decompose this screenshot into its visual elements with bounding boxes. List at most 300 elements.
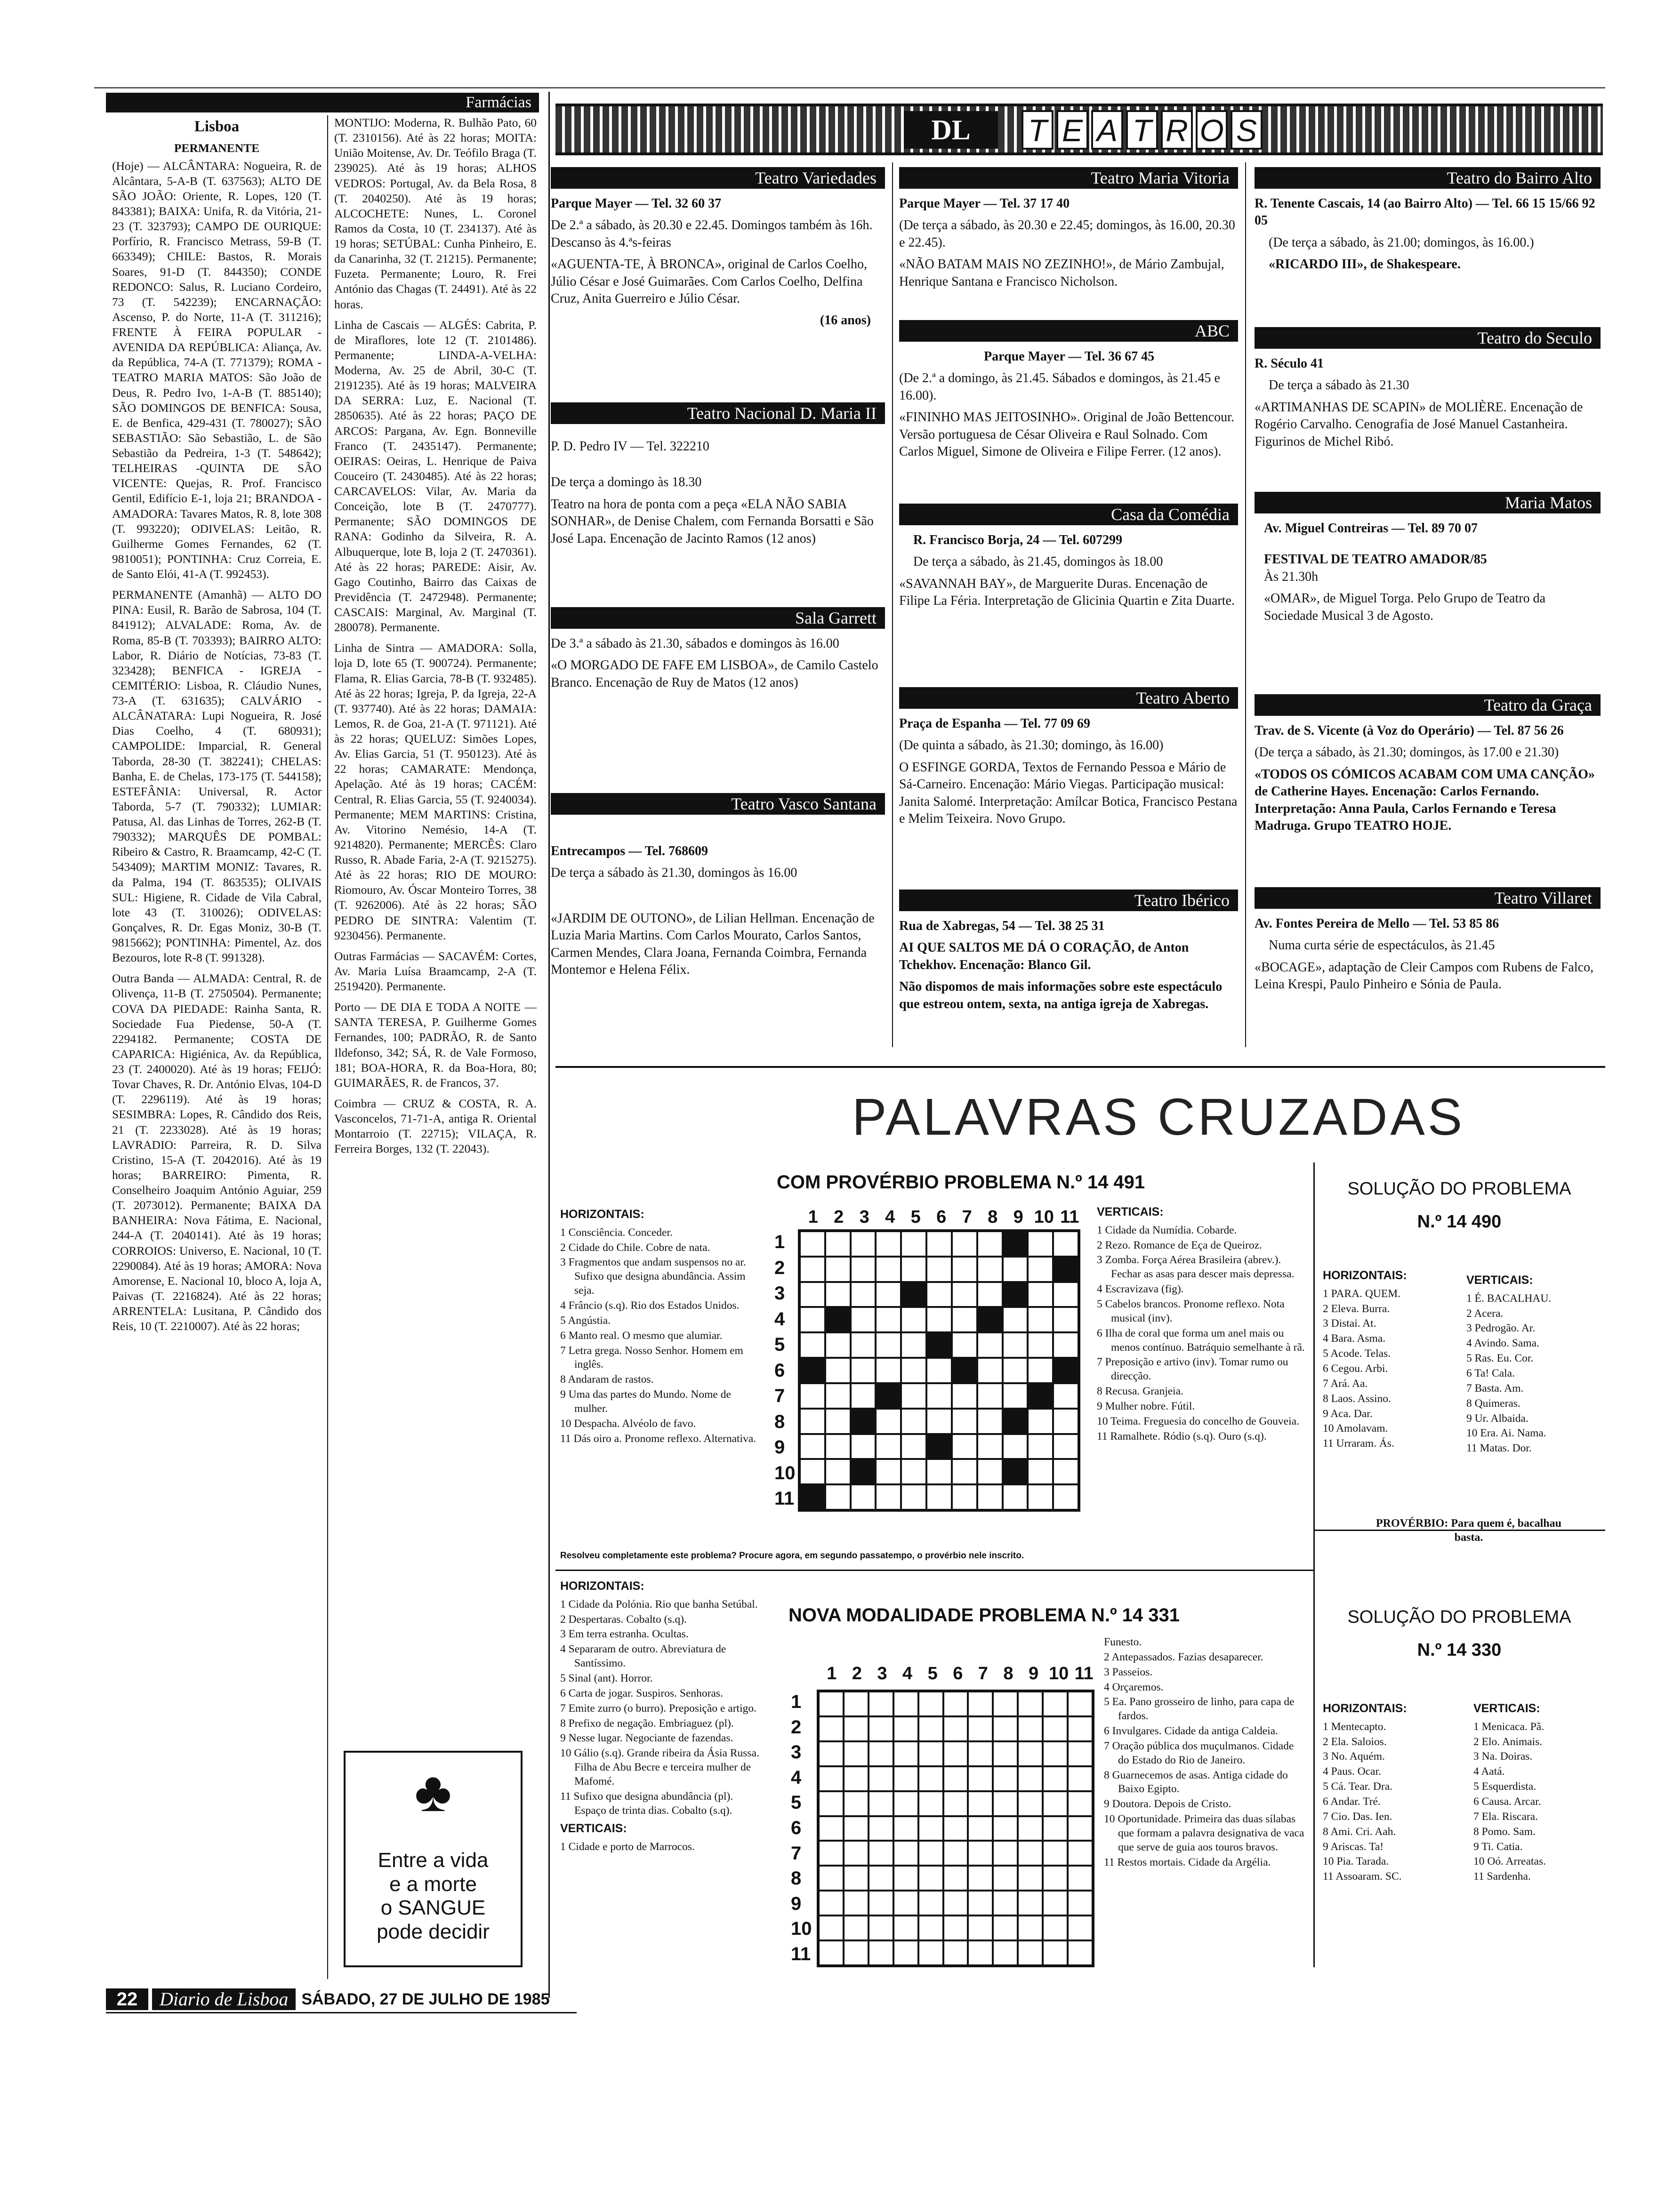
crossword-cell[interactable] [993,1915,1018,1940]
crossword-cell[interactable] [1018,1866,1043,1891]
crossword-cell[interactable] [876,1358,901,1383]
crossword-cell[interactable] [869,1866,893,1891]
crossword-cell[interactable] [1003,1409,1028,1434]
crossword-cell[interactable] [943,1791,968,1816]
crossword-cell[interactable] [901,1307,926,1332]
crossword-cell[interactable] [876,1459,901,1484]
crossword-cell[interactable] [977,1484,1003,1510]
clue: 9 Ti. Catia. [1473,1840,1523,1853]
crossword-cell[interactable] [1018,1691,1043,1716]
crossword-cell[interactable] [952,1332,977,1358]
crossword-cell[interactable] [1053,1434,1078,1459]
crossword-cell[interactable] [977,1231,1003,1257]
clue: 2 Antepassados. Fazias desaparecer. [1104,1651,1263,1663]
clue: 11 Sardenha. [1473,1870,1531,1883]
crossword-cell[interactable] [968,1940,993,1965]
crossword-cell[interactable] [1003,1383,1028,1409]
crossword-cell[interactable] [1018,1915,1043,1940]
crossword-cell[interactable] [1028,1307,1053,1332]
crossword-cell[interactable] [844,1691,869,1716]
crossword-cell[interactable] [968,1691,993,1716]
crossword-cell[interactable] [1003,1358,1028,1383]
crossword-cell[interactable] [819,1766,844,1791]
crossword-cell[interactable] [1018,1841,1043,1866]
crossword-cell[interactable] [1053,1459,1078,1484]
crossword-cell[interactable] [1028,1409,1053,1434]
crossword-cell[interactable] [993,1940,1018,1965]
crossword-cell[interactable] [825,1358,851,1383]
crossword-cell[interactable] [893,1716,918,1741]
crossword-cell[interactable] [1028,1231,1053,1257]
crossword-cell[interactable] [851,1358,876,1383]
crossword-cell[interactable] [952,1409,977,1434]
crossword-cell[interactable] [851,1434,876,1459]
crossword-cell[interactable] [800,1484,825,1510]
crossword-cell[interactable] [918,1915,943,1940]
crossword-cell[interactable] [993,1841,1018,1866]
crossword-cell[interactable] [1003,1282,1028,1307]
crossword-cell[interactable] [1018,1791,1043,1816]
crossword-cell[interactable] [1068,1741,1093,1766]
theatre-vitoria [899,167,1238,295]
crossword-cell[interactable] [926,1231,952,1257]
crossword-cell[interactable] [819,1691,844,1716]
blood-donation-ad [344,1751,523,1967]
crossword-cell[interactable] [968,1891,993,1915]
crossword-cell[interactable] [1028,1383,1053,1409]
crossword-cell[interactable] [825,1282,851,1307]
banner-letter: O [1196,110,1228,150]
crossword-cell[interactable] [918,1791,943,1816]
crossword-cell[interactable] [977,1307,1003,1332]
crossword-cell[interactable] [844,1841,869,1866]
crossword-cell[interactable] [1028,1282,1053,1307]
crossword-cell[interactable] [876,1484,901,1510]
crossword-cell[interactable] [901,1459,926,1484]
crossword-cell[interactable] [876,1282,901,1307]
crossword-cell[interactable] [825,1383,851,1409]
crossword-cell[interactable] [1028,1257,1053,1282]
crossword-cell[interactable] [844,1766,869,1791]
clue: 3 Passeios. [1104,1666,1153,1678]
crossword-cell[interactable] [844,1816,869,1841]
crossword-cell[interactable] [869,1691,893,1716]
crossword-cell[interactable] [876,1257,901,1282]
crossword-cell[interactable] [901,1484,926,1510]
crossword-cell[interactable] [993,1766,1018,1791]
crossword-cell[interactable] [1068,1866,1093,1891]
crossword-cell[interactable] [1043,1791,1068,1816]
crossword-cell[interactable] [993,1716,1018,1741]
crossword-cell[interactable] [952,1383,977,1409]
grid-row-number: 6 [791,1817,802,1838]
crossword-cell[interactable] [926,1383,952,1409]
clue: 7 Ará. Aa. [1323,1377,1368,1390]
clue: 8 Quimeras. [1466,1397,1520,1410]
crossword-cell[interactable] [851,1231,876,1257]
grid-row-number: 10 [791,1918,812,1940]
crossword-cell[interactable] [800,1282,825,1307]
crossword-cell[interactable] [968,1816,993,1841]
crossword-cell[interactable] [952,1459,977,1484]
crossword-cell[interactable] [901,1409,926,1434]
crossword-cell[interactable] [943,1915,968,1940]
pharmacy-listing: (Hoje) — ALCÂNTARA: Nogueira, R. de Alcântara, 5-A-B (T. 637563); ALTO DE SÃO JOÃO: Oriente, R. Lopes, 120 (T. 843381); BAIXA: Unifa, R. da Vitória, 21-23 (T. 323793); CAMPO DE OURIQUE: Porfírio, R. Francisco Metrass, 59-B (T. 663349); CHILE: Bastos, R. Morais Soares, 91-D (T. 844350); CONDE REDONCO: Salus, R. Luciano Cordeiro, 73 (T. 542239); ENCARNAÇÃO: Ascenso, P. do Norte, 11-A (T. 311216); FRENTE À FEIRA POPULAR - AVENIDA DA REPÚBLICA: Aliança, Av. da República, 74-A (T. 771379); ROMA - TEATRO MARIA MATOS: São João de Deus, R. Pedro Ivo, 1-A-B (T. 885140); SÃO DOMINGOS DE BENFICA: Sousa, E. de Benfica, 429-431 (T. 780027); SÃO SEBASTIÃO: São Sebastião, L. de São Sebastião da Pedreira, 1-3 (T. 548642); TELHEIRAS -QUINTA DE SÃO VICENTE: Quejas, R. Prof. Francisco Gentil, Edifício E-1, loja 21; BRANDOA - AMADORA: Tavares Matos, R. 8, lote 308 (T. 993220); ODIVELAS: Leitão, R. Guilherme Gomes Fernandes, 62 (T. 9810051); PONTINHA: Cruz Correia, E. de Santo Elói, 41-A (T. 992453). [112,159,322,581]
crossword-cell[interactable] [1003,1434,1028,1459]
crossword-cell[interactable] [943,1691,968,1716]
crossword-cell[interactable] [844,1791,869,1816]
crossword-cell[interactable] [844,1741,869,1766]
crossword-cell[interactable] [1068,1791,1093,1816]
crossword-cell[interactable] [893,1741,918,1766]
crossword-cell[interactable] [943,1716,968,1741]
crossword-cell[interactable] [851,1484,876,1510]
crossword-cell[interactable] [851,1307,876,1332]
crossword-cell[interactable] [918,1866,943,1891]
theatre-note: Não dispomos de mais informações sobre este espectáculo que estreou ontem, sexta, na antiga igreja de Xabregas. [899,979,1223,1011]
crossword-cell[interactable] [968,1716,993,1741]
crossword-cell[interactable] [952,1358,977,1383]
clue: 9 Nesse lugar. Negociante de fazendas. [560,1732,733,1745]
crossword-cell[interactable] [869,1891,893,1915]
crossword-cell[interactable] [1028,1484,1053,1510]
theatre-title: Teatro da Graça [1255,694,1601,716]
grid-column-number: 2 [834,1207,844,1227]
crossword-cell[interactable] [1018,1741,1043,1766]
crossword-cell[interactable] [918,1816,943,1841]
crossword-cell[interactable] [819,1816,844,1841]
crossword-cell[interactable] [993,1891,1018,1915]
crossword-cell[interactable] [1028,1459,1053,1484]
crossword-cell[interactable] [1068,1891,1093,1915]
crossword-cell[interactable] [893,1940,918,1965]
crossword-cell[interactable] [851,1409,876,1434]
crossword-cell[interactable] [1003,1459,1028,1484]
crossword-grid-1 [798,1229,1080,1512]
theatre-schedule: De terça a sábado às 21.30, domingos às 16.00 [551,866,797,881]
crossword-cell[interactable] [926,1484,952,1510]
crossword-cell[interactable] [844,1891,869,1915]
clue: 7 Cio. Das. Ien. [1323,1810,1392,1823]
crossword-cell[interactable] [893,1891,918,1915]
crossword-cell[interactable] [943,1741,968,1766]
crossword-cell[interactable] [952,1282,977,1307]
crossword-cell[interactable] [918,1891,943,1915]
crossword-cell[interactable] [819,1940,844,1965]
crossword-cell[interactable] [918,1716,943,1741]
crossword-cell[interactable] [800,1307,825,1332]
crossword-cell[interactable] [1018,1716,1043,1741]
theatre-play: «O MORGADO DE FAFE EM LISBOA», de Camilo Castelo Branco. Encenação de Ruy de Matos (12 anos) [551,658,878,690]
crossword-cell[interactable] [952,1434,977,1459]
crossword-cell[interactable] [1043,1766,1068,1791]
crossword-cell[interactable] [918,1766,943,1791]
crossword-cell[interactable] [1053,1231,1078,1257]
newspaper-brand: Diario de Lisboa [152,1988,296,2010]
crossword-cell[interactable] [943,1816,968,1841]
crossword-cell[interactable] [952,1484,977,1510]
clue: 8 Guarnecemos de asas. Antiga cidade do Baixo Egipto. [1104,1769,1288,1795]
grid-row-number: 4 [774,1308,785,1330]
crossword-cell[interactable] [869,1741,893,1766]
crossword-cell[interactable] [825,1257,851,1282]
crossword-cell[interactable] [1003,1307,1028,1332]
crossword-cell[interactable] [819,1866,844,1891]
grid-row-number: 8 [774,1411,785,1432]
theatre-address: Av. Miguel Contreiras — Tel. 89 70 07 [1264,521,1478,536]
crossword-cell[interactable] [844,1866,869,1891]
crossword-cell[interactable] [968,1741,993,1766]
crossword-cell[interactable] [1043,1816,1068,1841]
crossword-cell[interactable] [1053,1332,1078,1358]
crossword-cell[interactable] [1053,1307,1078,1332]
crossword-cell[interactable] [918,1691,943,1716]
crossword-cell[interactable] [876,1383,901,1409]
crossword-cell[interactable] [901,1358,926,1383]
crossword-cell[interactable] [825,1409,851,1434]
crossword-cell[interactable] [901,1383,926,1409]
theatre-title: Casa da Comédia [899,504,1238,525]
crossword-cell[interactable] [1068,1766,1093,1791]
crossword-cell[interactable] [1018,1816,1043,1841]
crossword-cell[interactable] [893,1866,918,1891]
banner-letter: A [1091,110,1123,150]
crossword-cell[interactable] [851,1383,876,1409]
crossword-cell[interactable] [977,1409,1003,1434]
crossword-cell[interactable] [876,1332,901,1358]
crossword-cell[interactable] [876,1231,901,1257]
crossword-cell[interactable] [825,1459,851,1484]
crossword-cell[interactable] [825,1332,851,1358]
crossword-cell[interactable] [993,1816,1018,1841]
crossword-cell[interactable] [901,1282,926,1307]
clue: 6 Carta de jogar. Suspiros. Senhoras. [560,1687,723,1699]
crossword-cell[interactable] [844,1716,869,1741]
crossword-cell[interactable] [977,1257,1003,1282]
crossword-cell[interactable] [876,1307,901,1332]
crossword-cell[interactable] [952,1307,977,1332]
problem1-heading: COM PROVÉRBIO PROBLEMA N.º 14 491 [777,1172,1145,1193]
crossword-cell[interactable] [1043,1741,1068,1766]
theatre-title: ABC [899,320,1238,342]
crossword-cell[interactable] [1003,1484,1028,1510]
crossword-cell[interactable] [800,1459,825,1484]
crossword-cell[interactable] [800,1383,825,1409]
grid-column-number: 6 [936,1207,947,1227]
clue: 5 Cabelos brancos. Pronome reflexo. Nota musical (inv). [1097,1298,1285,1324]
crossword-cell[interactable] [968,1841,993,1866]
grid-row-number: 1 [791,1691,802,1712]
crossword-cell[interactable] [901,1434,926,1459]
crossword-cell[interactable] [1028,1358,1053,1383]
crossword-cell[interactable] [1053,1409,1078,1434]
crossword-cell[interactable] [1053,1282,1078,1307]
crossword-cell[interactable] [977,1459,1003,1484]
crossword-cell[interactable] [893,1766,918,1791]
clues-label: VERTICAIS: [1466,1274,1533,1287]
crossword-cell[interactable] [844,1940,869,1965]
crossword-cell[interactable] [1018,1766,1043,1791]
crossword-cell[interactable] [1043,1716,1068,1741]
crossword-cell[interactable] [819,1716,844,1741]
crossword-cell[interactable] [851,1257,876,1282]
crossword-cell[interactable] [918,1940,943,1965]
crossword-cell[interactable] [943,1766,968,1791]
crossword-cell[interactable] [918,1841,943,1866]
grid2-column-numbers [819,1664,1097,1684]
crossword-cell[interactable] [926,1409,952,1434]
crossword-cell[interactable] [869,1816,893,1841]
crossword-cell[interactable] [1053,1484,1078,1510]
clue: 7 Emite zurro (o burro). Preposição e artigo. [560,1702,756,1715]
crossword-cell[interactable] [1028,1434,1053,1459]
crossword-cell[interactable] [1028,1332,1053,1358]
grid-column-number: 8 [1003,1664,1014,1683]
crossword-cell[interactable] [1053,1358,1078,1383]
crossword-cell[interactable] [926,1332,952,1358]
crossword-cell[interactable] [800,1257,825,1282]
crossword-cell[interactable] [926,1459,952,1484]
crossword-cell[interactable] [977,1332,1003,1358]
crossword-cell[interactable] [1043,1940,1068,1965]
clue: 1 Consciência. Conceder. [560,1226,673,1239]
crossword-cell[interactable] [968,1866,993,1891]
theatre-iberico [899,890,1238,1018]
crossword-cell[interactable] [869,1940,893,1965]
theatre-play: Teatro na hora de ponta com a peça «ELA NÃO SABIA SONHAR», de Denise Chalem, com Fernanda Borsatti e São José Lapa. Encenação de Jacinto Ramos (12 anos) [551,497,874,546]
crossword-cell[interactable] [893,1816,918,1841]
clue: 6 Causa. Arcar. [1473,1795,1541,1808]
crossword-cell[interactable] [869,1791,893,1816]
crossword-cell[interactable] [943,1891,968,1915]
crossword-cell[interactable] [968,1915,993,1940]
crossword-cell[interactable] [1068,1915,1093,1940]
crossword-cell[interactable] [869,1915,893,1940]
crossword-cell[interactable] [893,1841,918,1866]
page-number: 22 [106,1988,148,2010]
crossword-cell[interactable] [968,1791,993,1816]
crossword-cell[interactable] [876,1434,901,1459]
crossword-cell[interactable] [893,1691,918,1716]
crossword-cell[interactable] [800,1332,825,1358]
crossword-cell[interactable] [1068,1816,1093,1841]
crossword-cell[interactable] [1043,1915,1068,1940]
crossword-cell[interactable] [800,1358,825,1383]
crossword-cell[interactable] [977,1282,1003,1307]
page-footer [106,1988,550,2010]
crossword-cell[interactable] [851,1459,876,1484]
crossword-cell[interactable] [968,1766,993,1791]
crossword-cell[interactable] [993,1741,1018,1766]
clue: 2 Despertaras. Cobalto (s.q). [560,1613,687,1626]
theatre-address: Trav. de S. Vicente (à Voz do Operário) — Tel. 87 56 26 [1255,723,1564,738]
crossword-cell[interactable] [819,1891,844,1915]
crossword-cell[interactable] [977,1434,1003,1459]
crossword-cell[interactable] [1018,1891,1043,1915]
crossword-cell[interactable] [926,1282,952,1307]
theatre-dmaria [551,402,885,552]
crossword-cell[interactable] [800,1231,825,1257]
crossword-cell[interactable] [926,1307,952,1332]
crossword-cell[interactable] [1053,1383,1078,1409]
crossword-cell[interactable] [825,1484,851,1510]
banner-letters [1022,110,1265,150]
crossword-divider [555,1570,1313,1571]
clue: 7 Ela. Riscara. [1473,1810,1538,1823]
crossword-cell[interactable] [819,1841,844,1866]
clue: 10 Amolavam. [1323,1422,1388,1435]
crossword-cell[interactable] [1053,1257,1078,1282]
crossword-cell[interactable] [819,1915,844,1940]
crossword-cell[interactable] [993,1791,1018,1816]
crossword-cell[interactable] [1068,1691,1093,1716]
crossword-cell[interactable] [819,1791,844,1816]
crossword-cell[interactable] [977,1358,1003,1383]
crossword-cell[interactable] [1003,1257,1028,1282]
grid-column-number: 9 [1013,1207,1023,1227]
clue: 5 Angústia. [560,1314,611,1327]
crossword-cell[interactable] [1003,1332,1028,1358]
crossword-cell[interactable] [977,1383,1003,1409]
crossword-cell[interactable] [800,1434,825,1459]
clue: 1 Cidade da Polónia. Rio que banha Setúbal. [560,1598,758,1611]
crossword-cell[interactable] [869,1716,893,1741]
crossword-cell[interactable] [1068,1716,1093,1741]
crossword-cell[interactable] [926,1358,952,1383]
crossword-cell[interactable] [1068,1841,1093,1866]
crossword-cell[interactable] [844,1915,869,1940]
crossword-cell[interactable] [901,1257,926,1282]
crossword-cell[interactable] [1043,1891,1068,1915]
crossword-cell[interactable] [893,1915,918,1940]
crossword-cell[interactable] [952,1257,977,1282]
crossword-cell[interactable] [926,1434,952,1459]
crossword-cell[interactable] [1043,1866,1068,1891]
grid-column-number: 6 [953,1664,963,1683]
proverbio-solution: PROVÉRBIO: Para quem é, bacalhau basta. [1375,1517,1561,1544]
grid-column-number: 4 [885,1207,895,1227]
crossword-cell[interactable] [901,1231,926,1257]
crossword-cell[interactable] [825,1307,851,1332]
crossword-cell[interactable] [800,1409,825,1434]
crossword-cell[interactable] [943,1940,968,1965]
crossword-cell[interactable] [851,1282,876,1307]
crossword-cell[interactable] [952,1231,977,1257]
crossword-cell[interactable] [1043,1841,1068,1866]
crossword-grid-2 [817,1690,1094,1967]
clue: 1 É. BACALHAU. [1466,1292,1552,1305]
crossword-cell[interactable] [825,1434,851,1459]
crossword-cell[interactable] [851,1332,876,1358]
crossword-cell[interactable] [901,1332,926,1358]
crossword-cell[interactable] [943,1866,968,1891]
crossword-cell[interactable] [918,1741,943,1766]
crossword-cell[interactable] [993,1691,1018,1716]
crossword-cell[interactable] [1043,1691,1068,1716]
crossword-cell[interactable] [943,1841,968,1866]
crossword-cell[interactable] [869,1766,893,1791]
crossword-cell[interactable] [869,1841,893,1866]
crossword-cell[interactable] [926,1257,952,1282]
crossword-cell[interactable] [825,1231,851,1257]
crossword-cell[interactable] [1003,1231,1028,1257]
crossword-cell[interactable] [993,1866,1018,1891]
crossword-cell[interactable] [819,1741,844,1766]
crossword-cell[interactable] [1068,1940,1093,1965]
crossword-cell[interactable] [893,1791,918,1816]
crossword-cell[interactable] [876,1409,901,1434]
crossword-cell[interactable] [1018,1940,1043,1965]
